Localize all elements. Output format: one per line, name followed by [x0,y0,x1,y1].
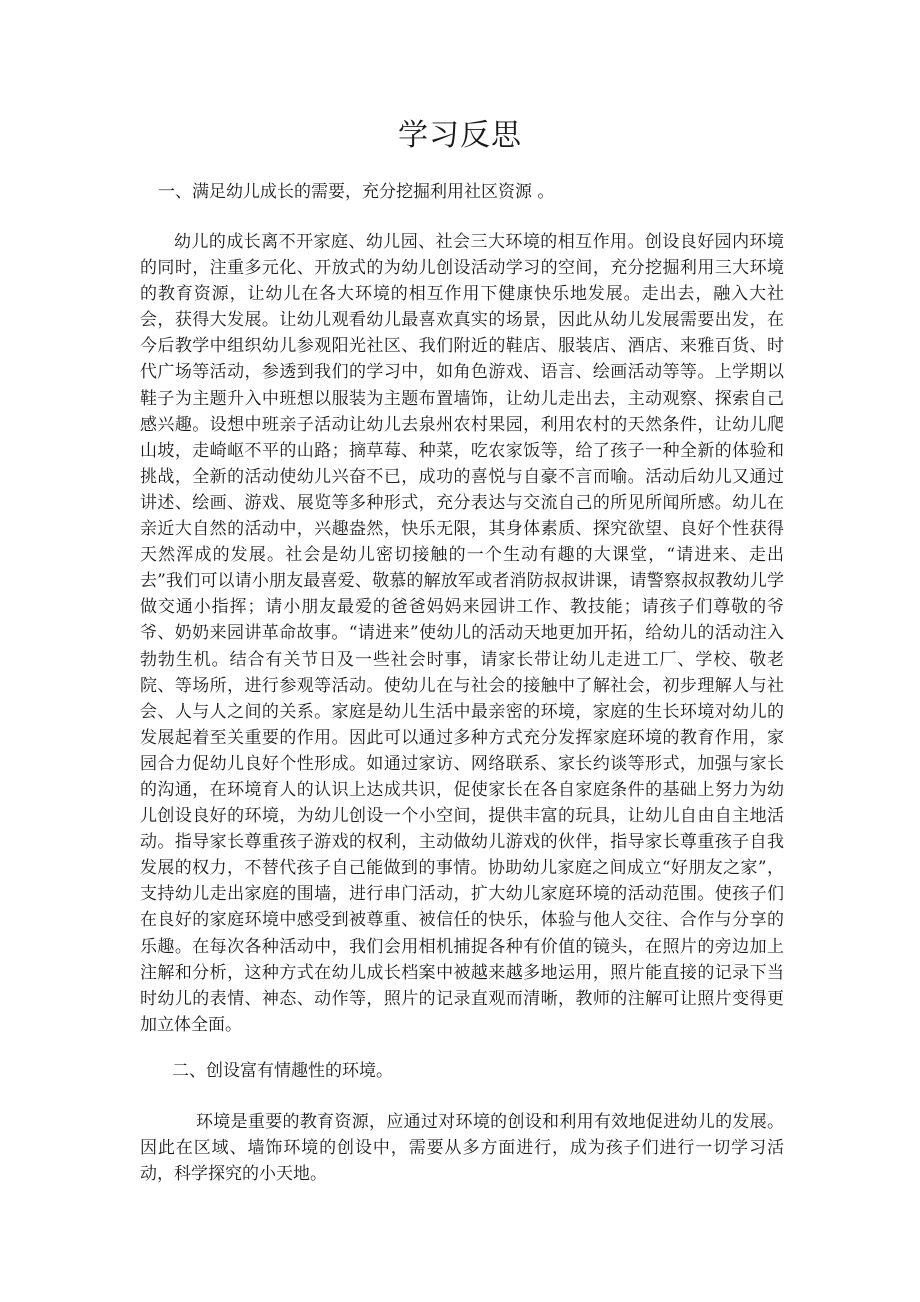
section-1-heading: 一、满足幼儿成长的需要，充分挖掘利用社区资源 。 [158,182,555,202]
section-2-heading: 二、创设富有情趣性的环境。 [172,1061,393,1081]
section-2-body: 环境是重要的教育资源，应通过对环境的创设和利用有效地促进幼儿的发展。因此在区域、墙饰环境的创设中，需要从多方面进行，成为孩子们进行一切学习活动，科学探究的小天地。 [140,1112,784,1185]
section-1-body: 幼儿的成长离不开家庭、幼儿园、社会三大环境的相互作用。创设良好园内环境的同时，注重多元化、开放式的为幼儿创设活动学习的空间，充分挖掘利用三大环境的教育资源，让幼儿在各大环境的相互作用下健康快乐地发展。走出去，融入大社会，获得大发展。让幼儿观看幼儿最喜欢真实的场景，因此从幼儿发展需要出发，在今后教学中组织幼儿参观阳光社区、我们附近的鞋店、服装店、酒店、来雅百货、时代广场等活动，参透到我们的学习中，如角色游戏、语言、绘画活动等等。上学期以鞋子为主题升入中班想以服装为主题布置墙饰，让幼儿走出去，主动观察、探索自己感兴趣。设想中班亲子活动让幼儿去泉州农村果园，利用农村的天然条件，让幼儿爬山坡，走崎岖不平的山路；摘草莓、种菜，吃农家饭等，给了孩子一种全新的体验和挑战，全新的活动使幼儿兴奋不已，成功的喜悦与自豪不言而喻。活动后幼儿又通过讲述、绘画、游戏、展览等多种形式，充分表达与交流自己的所见所闻所感。幼儿在亲近大自然的活动中，兴趣盎然，快乐无限，其身体素质、探究欲望、良好个性获得天然浑成的发展。社会是幼儿密切接触的一个生动有趣的大课堂，“请进来、走出去”我们可以请小朋友最喜爱、敬慕的解放军或者消防叔叔讲课，请警察叔叔教幼儿学做交通小指挥；请小朋友最爱的爸爸妈妈来园讲工作、教技能；请孩子们尊敬的爷爷、奶奶来园讲革命故事。“请进来”使幼儿的活动天地更加开拓，给幼儿的活动注入勃勃生机。结合有关节日及一些社会时事，请家长带让幼儿走进工厂、学校、敬老院、等场所，进行参观等活动。使幼儿在与社会的接触中了解社会，初步理解人与社会、人与人之间的关系。家庭是幼儿生活中最亲密的环境，家庭的生长环境对幼儿的发展起着至关重要的作用。因此可以通过多种方式充分发挥家庭环境的教育作用，家园合力促幼儿良好个性形成。如通过家访、网络联系、家长约谈等形式，加强与家长的沟通，在环境育人的认识上达成共识，促使家长在各自家庭条件的基础上努力为幼儿创设良好的环境，为幼儿创设一个小空间，提供丰富的玩具，让幼儿自由自主地活动。指导家长尊重孩子游戏的权利，主动做幼儿游戏的伙伴，指导家长尊重孩子自我发展的权力，不替代孩子自己能做到的事情。协助幼儿家庭之间成立“好朋友之家”，支持幼儿走出家庭的围墙，进行串门活动，扩大幼儿家庭环境的活动范围。使孩子们在良好的家庭环境中感受到被尊重、被信任的快乐，体验与他人交往、合作与分享的乐趣。在每次各种活动中，我们会用相机捕捉各种有价值的镜头，在照片的旁边加上注解和分析，这种方式在幼儿成长档案中被越来越多地运用，照片能直接的记录下当时幼儿的表情、神态、动作等，照片的记录直观而清晰，教师的注解可让照片变得更加立体全面。 [140,232,784,1035]
page-title: 学习反思 [398,118,522,153]
